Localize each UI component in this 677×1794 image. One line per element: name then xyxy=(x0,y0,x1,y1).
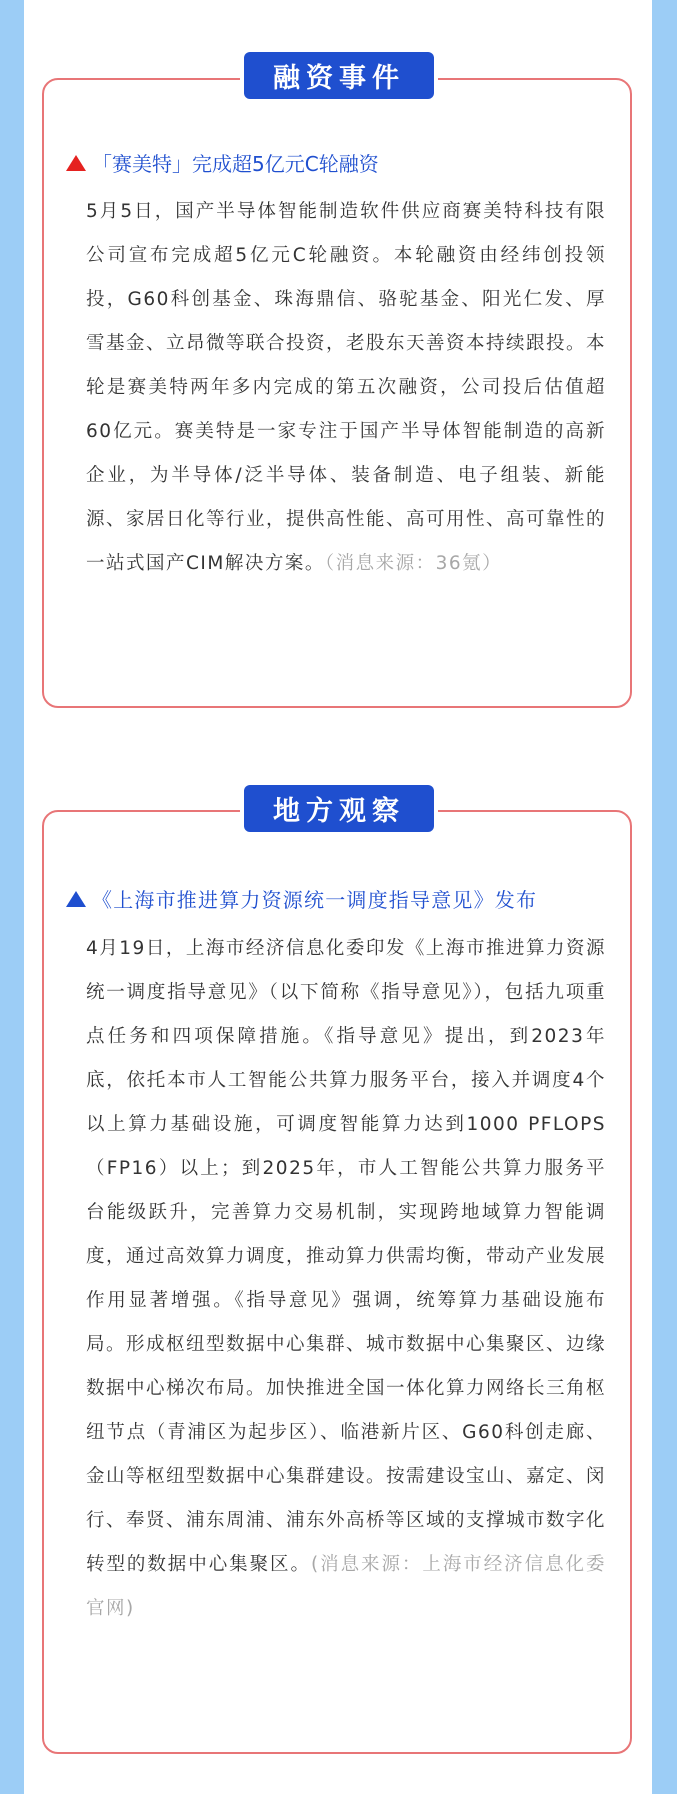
local-body-text: 4月19日，上海市经济信息化委印发《上海市推进算力资源统一调度指导意见》（以下简称《指导意见》），包括九项重点任务和四项保障措施。《指导意见》提出，到2023年底，依托本市人工智能公共算力服务平台，接入并调度4个以上算力基础设施，可调度智能算力达到1000 PFLOPS（FP16）以上；到2025年，市人工智能公共算力服务平台能级跃升，完善算力交易机制，实现跨地域算力智能调度，通过高效算力调度，推动算力供需均衡，带动产业发展作用显著增强。《指导意见》强调，统筹算力基础设施布局。形成枢纽型数据中心集群、城市数据中心集聚区、边缘数据中心梯次布局。加快推进全国一体化算力网络长三角枢纽节点（青浦区为起步区）、临港新片区、G60科创走廊、金山等枢纽型数据中心集群建设。按需建设宝山、嘉定、闵行、奉贤、浦东周浦、浦东外高桥等区域的支撑城市数字化转型的数据中心集聚区。 xyxy=(86,938,607,1575)
red-triangle-icon xyxy=(66,155,86,171)
local-headline[interactable] xyxy=(66,884,537,913)
financing-headline[interactable] xyxy=(66,148,379,177)
financing-body xyxy=(86,190,606,586)
financing-source: （消息来源：36氪） xyxy=(324,553,503,574)
local-headline-text: 《上海市推进算力资源统一调度指导意见》发布 xyxy=(92,888,538,912)
section-title-local: 地方观察 xyxy=(244,785,434,832)
section-title-financing: 融资事件 xyxy=(244,52,434,99)
financing-body-text: 5月5日，国产半导体智能制造软件供应商赛美特科技有限公司宣布完成超5亿元C轮融资。本轮融资由经纬创投领投，G60科创基金、珠海鼎信、骆驼基金、阳光仁发、厚雪基金、立昂微等联合投资，老股东天善资本持续跟投。本轮是赛美特两年多内完成的第五次融资，公司投后估值超60亿元。赛美特是一家专注于国产半导体智能制造的高新企业，为半导体/泛半导体、装备制造、电子组装、新能源、家居日化等行业，提供高性能、高可用性、高可靠性的一站式国产CIM解决方案。 xyxy=(86,201,607,574)
local-source: (消息来源：上海市经济信息化委官网) xyxy=(86,1554,606,1619)
financing-headline-text: 「赛美特」完成超5亿元C轮融资 xyxy=(92,152,379,176)
financing-event-card xyxy=(42,78,632,708)
local-body xyxy=(86,927,606,1631)
local-observation-card xyxy=(42,810,632,1754)
blue-triangle-icon xyxy=(66,891,86,907)
